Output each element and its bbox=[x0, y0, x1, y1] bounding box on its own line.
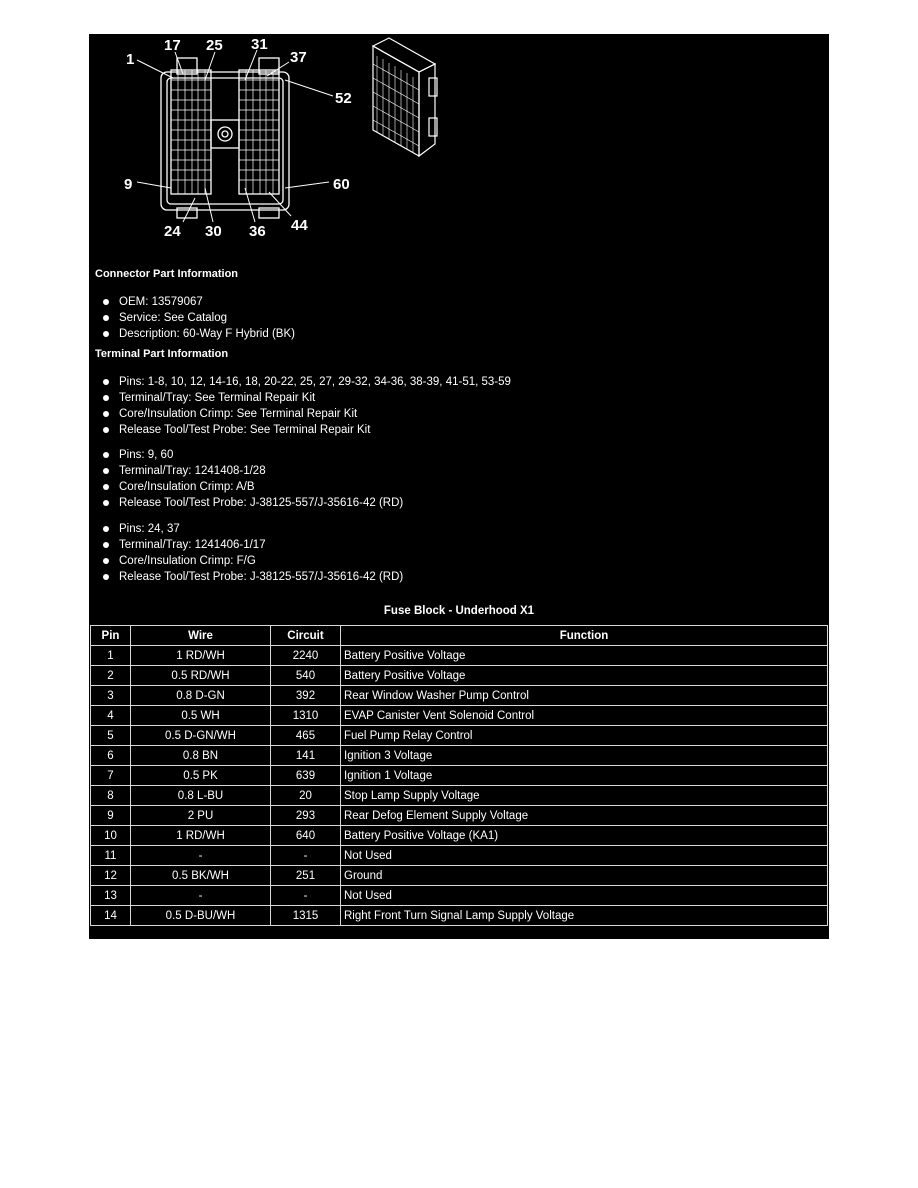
cell-function: Rear Defog Element Supply Voltage bbox=[341, 806, 828, 826]
cell-function: Battery Positive Voltage bbox=[341, 666, 828, 686]
terminal-info-heading: Terminal Part Information bbox=[95, 348, 229, 360]
callout-1: 1 bbox=[126, 51, 135, 68]
cell-circuit: 640 bbox=[271, 826, 341, 846]
list-item: Release Tool/Test Probe: See Terminal Repair Kit bbox=[101, 422, 511, 438]
connector-info-heading: Connector Part Information bbox=[95, 268, 239, 280]
table-row bbox=[91, 746, 828, 766]
cell-function: Stop Lamp Supply Voltage bbox=[341, 786, 828, 806]
cell-wire: 0.5 D-BU/WH bbox=[131, 906, 271, 926]
connector-info-list bbox=[101, 294, 295, 342]
header-circuit: Circuit bbox=[271, 626, 341, 646]
list-item: Service: See Catalog bbox=[101, 310, 295, 326]
cell-circuit: 20 bbox=[271, 786, 341, 806]
document-panel bbox=[89, 34, 829, 939]
list-item: Core/Insulation Crimp: See Terminal Repair Kit bbox=[101, 406, 511, 422]
cell-pin: 10 bbox=[91, 826, 131, 846]
cell-wire: 0.5 BK/WH bbox=[131, 866, 271, 886]
header-function: Function bbox=[341, 626, 828, 646]
cell-circuit: 2240 bbox=[271, 646, 341, 666]
table-row bbox=[91, 846, 828, 866]
cell-wire: 0.5 D-GN/WH bbox=[131, 726, 271, 746]
cell-function: Right Front Turn Signal Lamp Supply Voltage bbox=[341, 906, 828, 926]
header-pin: Pin bbox=[91, 626, 131, 646]
list-item: Release Tool/Test Probe: J-38125-557/J-35616-42 (RD) bbox=[101, 569, 403, 585]
list-item: Pins: 24, 37 bbox=[101, 521, 403, 537]
callout-17: 17 bbox=[164, 37, 181, 54]
cell-wire: 0.5 WH bbox=[131, 706, 271, 726]
table-row bbox=[91, 766, 828, 786]
cell-function: Not Used bbox=[341, 846, 828, 866]
table-row bbox=[91, 826, 828, 846]
pin-table bbox=[90, 625, 828, 926]
cell-wire: 0.5 RD/WH bbox=[131, 666, 271, 686]
callout-44: 44 bbox=[291, 217, 308, 234]
cell-pin: 11 bbox=[91, 846, 131, 866]
cell-function: Fuel Pump Relay Control bbox=[341, 726, 828, 746]
callout-31: 31 bbox=[251, 36, 268, 53]
list-item: Description: 60-Way F Hybrid (BK) bbox=[101, 326, 295, 342]
table-row bbox=[91, 726, 828, 746]
list-item: Pins: 1-8, 10, 12, 14-16, 18, 20-22, 25, 27, 29-32, 34-36, 38-39, 41-51, 53-59 bbox=[101, 374, 511, 390]
table-row bbox=[91, 706, 828, 726]
cell-wire: - bbox=[131, 846, 271, 866]
callout-36: 36 bbox=[249, 223, 266, 240]
table-row bbox=[91, 666, 828, 686]
list-item: Terminal/Tray: 1241406-1/17 bbox=[101, 537, 403, 553]
cell-function: Battery Positive Voltage (KA1) bbox=[341, 826, 828, 846]
cell-pin: 14 bbox=[91, 906, 131, 926]
table-title: Fuse Block - Underhood X1 bbox=[383, 605, 535, 617]
table-row bbox=[91, 646, 828, 666]
table-row bbox=[91, 786, 828, 806]
terminal-group-3 bbox=[101, 521, 403, 585]
cell-circuit: - bbox=[271, 846, 341, 866]
callout-30: 30 bbox=[205, 223, 222, 240]
cell-circuit: 392 bbox=[271, 686, 341, 706]
cell-circuit: 141 bbox=[271, 746, 341, 766]
list-item: Pins: 9, 60 bbox=[101, 447, 403, 463]
cell-circuit: 293 bbox=[271, 806, 341, 826]
cell-pin: 9 bbox=[91, 806, 131, 826]
cell-circuit: 251 bbox=[271, 866, 341, 886]
cell-pin: 2 bbox=[91, 666, 131, 686]
cell-function: EVAP Canister Vent Solenoid Control bbox=[341, 706, 828, 726]
callout-9: 9 bbox=[124, 176, 133, 193]
cell-circuit: 1310 bbox=[271, 706, 341, 726]
table-header-row bbox=[91, 626, 828, 646]
callout-24: 24 bbox=[164, 223, 181, 240]
table-row bbox=[91, 886, 828, 906]
list-item: OEM: 13579067 bbox=[101, 294, 295, 310]
cell-wire: 0.8 BN bbox=[131, 746, 271, 766]
cell-wire: 0.8 D-GN bbox=[131, 686, 271, 706]
cell-wire: - bbox=[131, 886, 271, 906]
callout-37: 37 bbox=[290, 49, 307, 66]
table-row bbox=[91, 686, 828, 706]
list-item: Release Tool/Test Probe: J-38125-557/J-35616-42 (RD) bbox=[101, 495, 403, 511]
cell-wire: 1 RD/WH bbox=[131, 826, 271, 846]
cell-function: Rear Window Washer Pump Control bbox=[341, 686, 828, 706]
cell-pin: 13 bbox=[91, 886, 131, 906]
terminal-group-1 bbox=[101, 374, 511, 438]
cell-pin: 7 bbox=[91, 766, 131, 786]
cell-wire: 1 RD/WH bbox=[131, 646, 271, 666]
cell-circuit: 1315 bbox=[271, 906, 341, 926]
cell-pin: 12 bbox=[91, 866, 131, 886]
callout-60: 60 bbox=[333, 176, 350, 193]
cell-pin: 3 bbox=[91, 686, 131, 706]
table-row bbox=[91, 866, 828, 886]
cell-pin: 4 bbox=[91, 706, 131, 726]
cell-circuit: 465 bbox=[271, 726, 341, 746]
cell-function: Ignition 1 Voltage bbox=[341, 766, 828, 786]
cell-circuit: 540 bbox=[271, 666, 341, 686]
header-wire: Wire bbox=[131, 626, 271, 646]
cell-function: Not Used bbox=[341, 886, 828, 906]
cell-pin: 1 bbox=[91, 646, 131, 666]
table-row bbox=[91, 806, 828, 826]
list-item: Core/Insulation Crimp: A/B bbox=[101, 479, 403, 495]
cell-pin: 8 bbox=[91, 786, 131, 806]
cell-pin: 6 bbox=[91, 746, 131, 766]
cell-function: Battery Positive Voltage bbox=[341, 646, 828, 666]
list-item: Terminal/Tray: 1241408-1/28 bbox=[101, 463, 403, 479]
table-row bbox=[91, 906, 828, 926]
connector-diagram bbox=[89, 34, 829, 289]
cell-wire: 2 PU bbox=[131, 806, 271, 826]
center-latch bbox=[211, 120, 239, 148]
callout-52: 52 bbox=[335, 90, 352, 107]
callout-25: 25 bbox=[206, 37, 223, 54]
cell-wire: 0.8 L-BU bbox=[131, 786, 271, 806]
cell-function: Ignition 3 Voltage bbox=[341, 746, 828, 766]
cell-pin: 5 bbox=[91, 726, 131, 746]
cell-circuit: 639 bbox=[271, 766, 341, 786]
cell-circuit: - bbox=[271, 886, 341, 906]
terminal-group-2 bbox=[101, 447, 403, 511]
cell-wire: 0.5 PK bbox=[131, 766, 271, 786]
cell-function: Ground bbox=[341, 866, 828, 886]
list-item: Core/Insulation Crimp: F/G bbox=[101, 553, 403, 569]
list-item: Terminal/Tray: See Terminal Repair Kit bbox=[101, 390, 511, 406]
